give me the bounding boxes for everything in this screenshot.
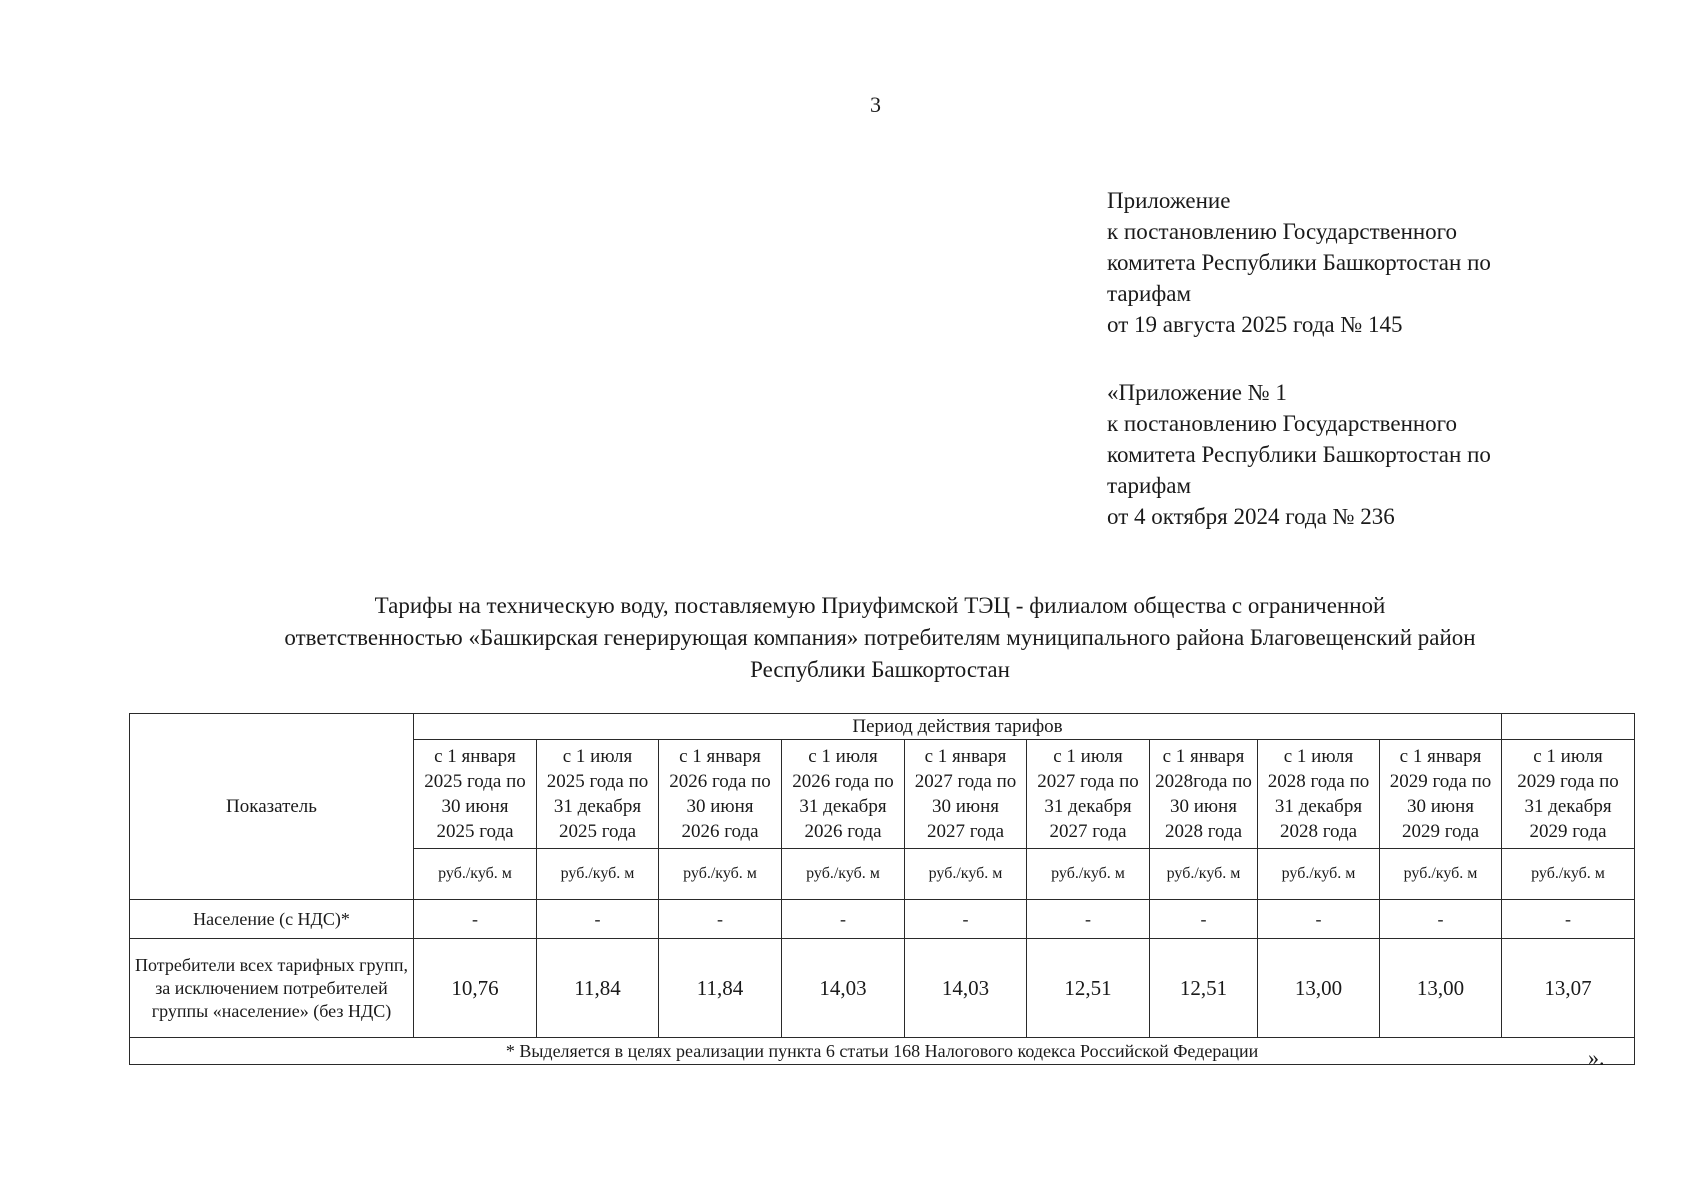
value-cell: - xyxy=(659,900,782,939)
appendix-line: комитета Республики Башкортостан по xyxy=(1107,442,1491,467)
appendix-line: тарифам xyxy=(1107,281,1192,306)
value-cell: - xyxy=(414,900,537,939)
period-cell: с 1 июля 2029 года по 31 декабря 2029 года xyxy=(1502,740,1635,849)
appendix-line: Приложение xyxy=(1107,188,1231,213)
value-cell: - xyxy=(905,900,1027,939)
value-cell: - xyxy=(1150,900,1258,939)
value-cell: 11,84 xyxy=(537,939,659,1038)
footnote-row xyxy=(130,1038,1635,1065)
value-cell: - xyxy=(1027,900,1150,939)
indicator-header: Показатель xyxy=(130,714,414,900)
appendix-line: от 4 октября 2024 года № 236 xyxy=(1107,504,1395,529)
period-cell: с 1 июля 2026 года по 31 декабря 2026 года xyxy=(782,740,905,849)
value-cell: 11,84 xyxy=(659,939,782,1038)
row-label: Население (с НДС)* xyxy=(130,900,414,939)
value-cell: - xyxy=(782,900,905,939)
title-line: Республики Башкортостан xyxy=(750,657,1010,682)
unit-cell: руб./куб. м xyxy=(1027,849,1150,900)
appendix-current-header xyxy=(1107,185,1577,340)
period-cell: с 1 января 2029 года по 30 июня 2029 года xyxy=(1380,740,1502,849)
unit-cell: руб./куб. м xyxy=(537,849,659,900)
value-cell: 13,07 xyxy=(1502,939,1635,1038)
appendix-line: тарифам xyxy=(1107,473,1192,498)
period-header-blank xyxy=(1502,714,1635,740)
unit-cell: руб./куб. м xyxy=(414,849,537,900)
table-row xyxy=(130,900,1635,939)
period-cell: с 1 января 2025 года по 30 июня 2025 года xyxy=(414,740,537,849)
value-cell: 13,00 xyxy=(1380,939,1502,1038)
value-cell: 13,00 xyxy=(1258,939,1380,1038)
value-cell: 14,03 xyxy=(905,939,1027,1038)
period-cell: с 1 июля 2025 года по 31 декабря 2025 года xyxy=(537,740,659,849)
appendix-original-header xyxy=(1107,377,1577,532)
footnote: * Выделяется в целях реализации пункта 6 статьи 168 Налогового кодекса Российской Федерации xyxy=(130,1038,1635,1065)
period-cell: с 1 июля 2027 года по 31 декабря 2027 года xyxy=(1027,740,1150,849)
appendix-line: комитета Республики Башкортостан по xyxy=(1107,250,1491,275)
appendix-line: от 19 августа 2025 года № 145 xyxy=(1107,312,1403,337)
value-cell: - xyxy=(1258,900,1380,939)
title-line: Тарифы на техническую воду, поставляемую Приуфимской ТЭЦ - филиалом общества с ограниченной xyxy=(374,593,1386,618)
unit-cell: руб./куб. м xyxy=(1380,849,1502,900)
appendix-line: «Приложение № 1 xyxy=(1107,380,1287,405)
period-header: Период действия тарифов xyxy=(414,714,1502,740)
unit-cell: руб./куб. м xyxy=(1150,849,1258,900)
period-cell: с 1 января 2026 года по 30 июня 2026 года xyxy=(659,740,782,849)
appendix-line: к постановлению Государственного xyxy=(1107,219,1458,244)
unit-cell: руб./куб. м xyxy=(1502,849,1635,900)
unit-cell: руб./куб. м xyxy=(782,849,905,900)
value-cell: 12,51 xyxy=(1150,939,1258,1038)
value-cell: - xyxy=(537,900,659,939)
value-cell: 12,51 xyxy=(1027,939,1150,1038)
tariff-table xyxy=(129,713,1635,1065)
value-cell: 14,03 xyxy=(782,939,905,1038)
period-cell: с 1 июля 2028 года по 31 декабря 2028 года xyxy=(1258,740,1380,849)
value-cell: - xyxy=(1502,900,1635,939)
period-cell: с 1 января 2028года по 30 июня 2028 года xyxy=(1150,740,1258,849)
title-line: ответственностью «Башкирская генерирующая компания» потребителям муниципального района Благовещенский район xyxy=(284,625,1476,650)
page-number: 3 xyxy=(870,92,881,117)
row-label: Потребители всех тарифных групп, за исключением потребителей группы «население» (без НДС) xyxy=(130,939,414,1038)
value-cell: - xyxy=(1380,900,1502,939)
table-row xyxy=(130,939,1635,1038)
closing-quote: ». xyxy=(1588,1045,1605,1070)
unit-cell: руб./куб. м xyxy=(659,849,782,900)
period-cell: с 1 января 2027 года по 30 июня 2027 года xyxy=(905,740,1027,849)
document-title xyxy=(160,590,1600,686)
appendix-line: к постановлению Государственного xyxy=(1107,411,1458,436)
value-cell: 10,76 xyxy=(414,939,537,1038)
unit-cell: руб./куб. м xyxy=(905,849,1027,900)
unit-cell: руб./куб. м xyxy=(1258,849,1380,900)
